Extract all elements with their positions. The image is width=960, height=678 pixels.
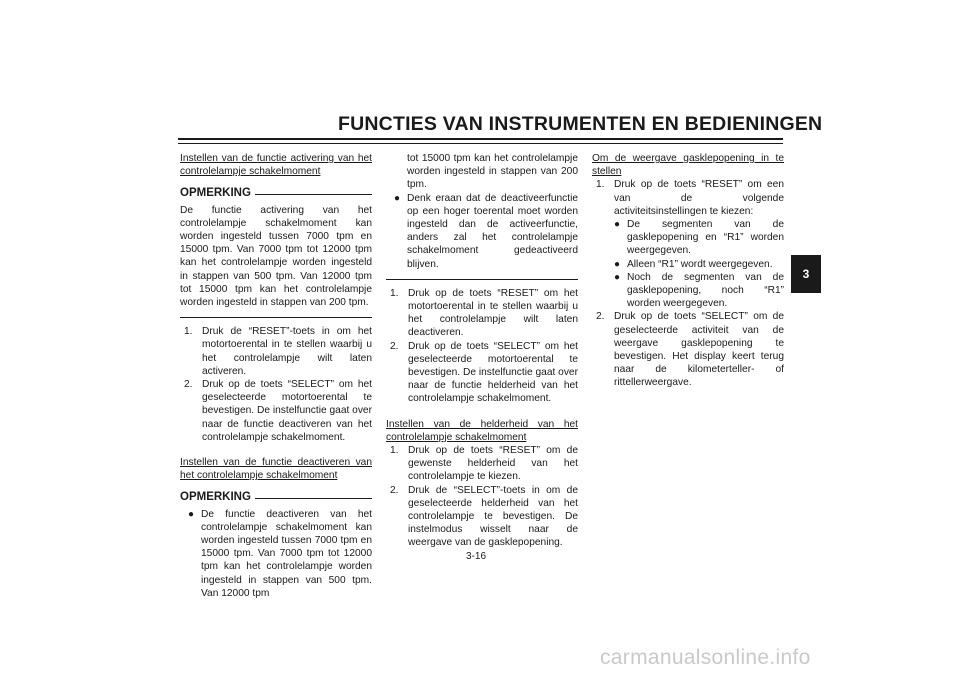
list-item (592, 310, 784, 389)
bullet-icon: ● (614, 219, 621, 231)
list-text: Druk op de toets “SELECT” om het geselecteerde motortoerental te bevestigen. De instelfunctie gaat over naar de functie deactiveren van het controlelampje schakelmoment. (202, 379, 372, 443)
list-number: 2. (596, 311, 605, 323)
chapter-tab: 3 (791, 255, 821, 293)
list-text: Druk op de toets “RESET” om de gewenste helderheid van het controlelampje te kiezen. (408, 445, 578, 483)
section-heading-throttle-display: Om de weergave gasklepopening in te stellen (592, 153, 784, 178)
page-title: FUNCTIES VAN INSTRUMENTEN EN BEDIENINGEN (338, 113, 823, 135)
list-item (386, 192, 578, 271)
list-item (614, 258, 784, 271)
list-text: Druk op de toets “SELECT” om de geselecteerde activiteit van de weergave gasklepopening te bevestigen. Het display keert terug naar de kilometerteller- of rittellerweergave. (614, 311, 784, 389)
list-item (180, 508, 372, 600)
page-number: 3-16 (466, 551, 487, 562)
note-end-rule (180, 317, 372, 318)
note-rule (255, 194, 372, 195)
list-text: Druk de “SELECT”-toets in om de geselecteerde helderheid van het controlelampje te bevestigen. De instelmodus wisselt naar de weergave van de gasklepopening. (408, 484, 578, 549)
note-end-rule (386, 279, 578, 280)
list-text: Druk op de toets “SELECT” om het geselecteerde motortoerental te bevestigen. De instelfunctie gaat over naar de functie helderheid van het controlelampje schakelmoment. (408, 340, 578, 405)
list-number: 2. (390, 340, 399, 352)
note-header (180, 187, 372, 200)
list-item (180, 325, 372, 378)
bullet-icon: ● (614, 258, 621, 270)
steps-list (386, 444, 578, 550)
list-text: Druk op de toets “RESET” om het motortoerental in te stellen waarbij u het controlelampje wilt laten deactiveren. (408, 287, 578, 339)
list-item (592, 178, 784, 218)
list-number: 1. (596, 179, 605, 191)
note-label: OPMERKING (180, 491, 251, 504)
note-label: OPMERKING (180, 187, 251, 200)
list-number: 2. (390, 484, 399, 496)
watermark: carmanualsonline.info (600, 646, 811, 669)
bullet-text: Alleen “R1” wordt weergegeven. (627, 258, 773, 270)
list-number: 1. (390, 287, 399, 299)
section-heading-activation: Instellen van de functie activering van het controlelampje schakelmoment (180, 153, 372, 178)
bullet-icon: ● (188, 508, 195, 520)
section-heading-deactivation: Instellen van de functie deactiveren van het controlelampje schakelmoment (180, 457, 372, 482)
list-item (614, 271, 784, 311)
list-number: 2. (184, 379, 193, 391)
list-item (386, 340, 578, 406)
list-item (386, 484, 578, 550)
list-item (614, 218, 784, 258)
note-text: De functie activering van het controlelampje schakelmoment kan worden ingesteld tussen 7000 tpm en 15000 tpm. Van 7000 tpm tot 12000 tpm kan het controlelampje worden ingesteld in stappen van 500 tpm. Van 12000 tpm tot 15000 tpm kan het controlelampje worden ingesteld in stappen van 200 tpm. (180, 204, 372, 309)
bullet-icon: ● (614, 271, 621, 283)
column-middle (386, 152, 578, 550)
note-rule (255, 498, 372, 499)
list-item (386, 287, 578, 340)
options-list (592, 218, 784, 310)
bullet-text: De segmenten van de gasklepopening en “R1” worden weergegeven. (627, 219, 784, 257)
bullet-text: Noch de segmenten van de gasklepopening, noch “R1” worden weergegeven. (627, 271, 784, 310)
steps-list (386, 287, 578, 406)
bullet-icon: ● (394, 192, 401, 204)
header-rule-thin (178, 143, 783, 144)
list-item (386, 444, 578, 484)
bullet-text: De functie deactiveren van het controlelampje schakelmoment kan worden ingesteld tussen 7000 tpm en 15000 tpm. Van 7000 tpm tot 12000 tpm kan het controlelampje worden ingesteld in stappen van 500 tpm. Van 12000 tpm (201, 508, 372, 599)
steps-list (180, 325, 372, 444)
section-heading-brightness: Instellen van de helderheid van het controlelampje schakelmoment (386, 418, 578, 443)
header-rule (178, 138, 783, 140)
list-text: Druk de “RESET”-toets in om het motortoerental in te stellen waarbij u het controlelampje wilt laten activeren. (202, 326, 372, 377)
list-number: 1. (184, 326, 193, 338)
list-number: 1. (390, 445, 399, 457)
bullet-text: Denk eraan dat de deactiveerfunctie op een hoger toerental moet worden ingesteld dan de activeerfunctie, anders zal het controlelampje schakelmoment gedeactiveerd blijven. (407, 192, 578, 270)
list-item (180, 378, 372, 444)
column-right (592, 152, 784, 390)
list-text: Druk op de toets “RESET” om een van de volgende activiteitsinstellingen te kiezen: (614, 179, 784, 217)
continued-text: tot 15000 tpm kan het controlelampje worden ingesteld in stappen van 200 tpm. (407, 153, 578, 191)
column-left (180, 152, 372, 600)
note-header (180, 491, 372, 504)
